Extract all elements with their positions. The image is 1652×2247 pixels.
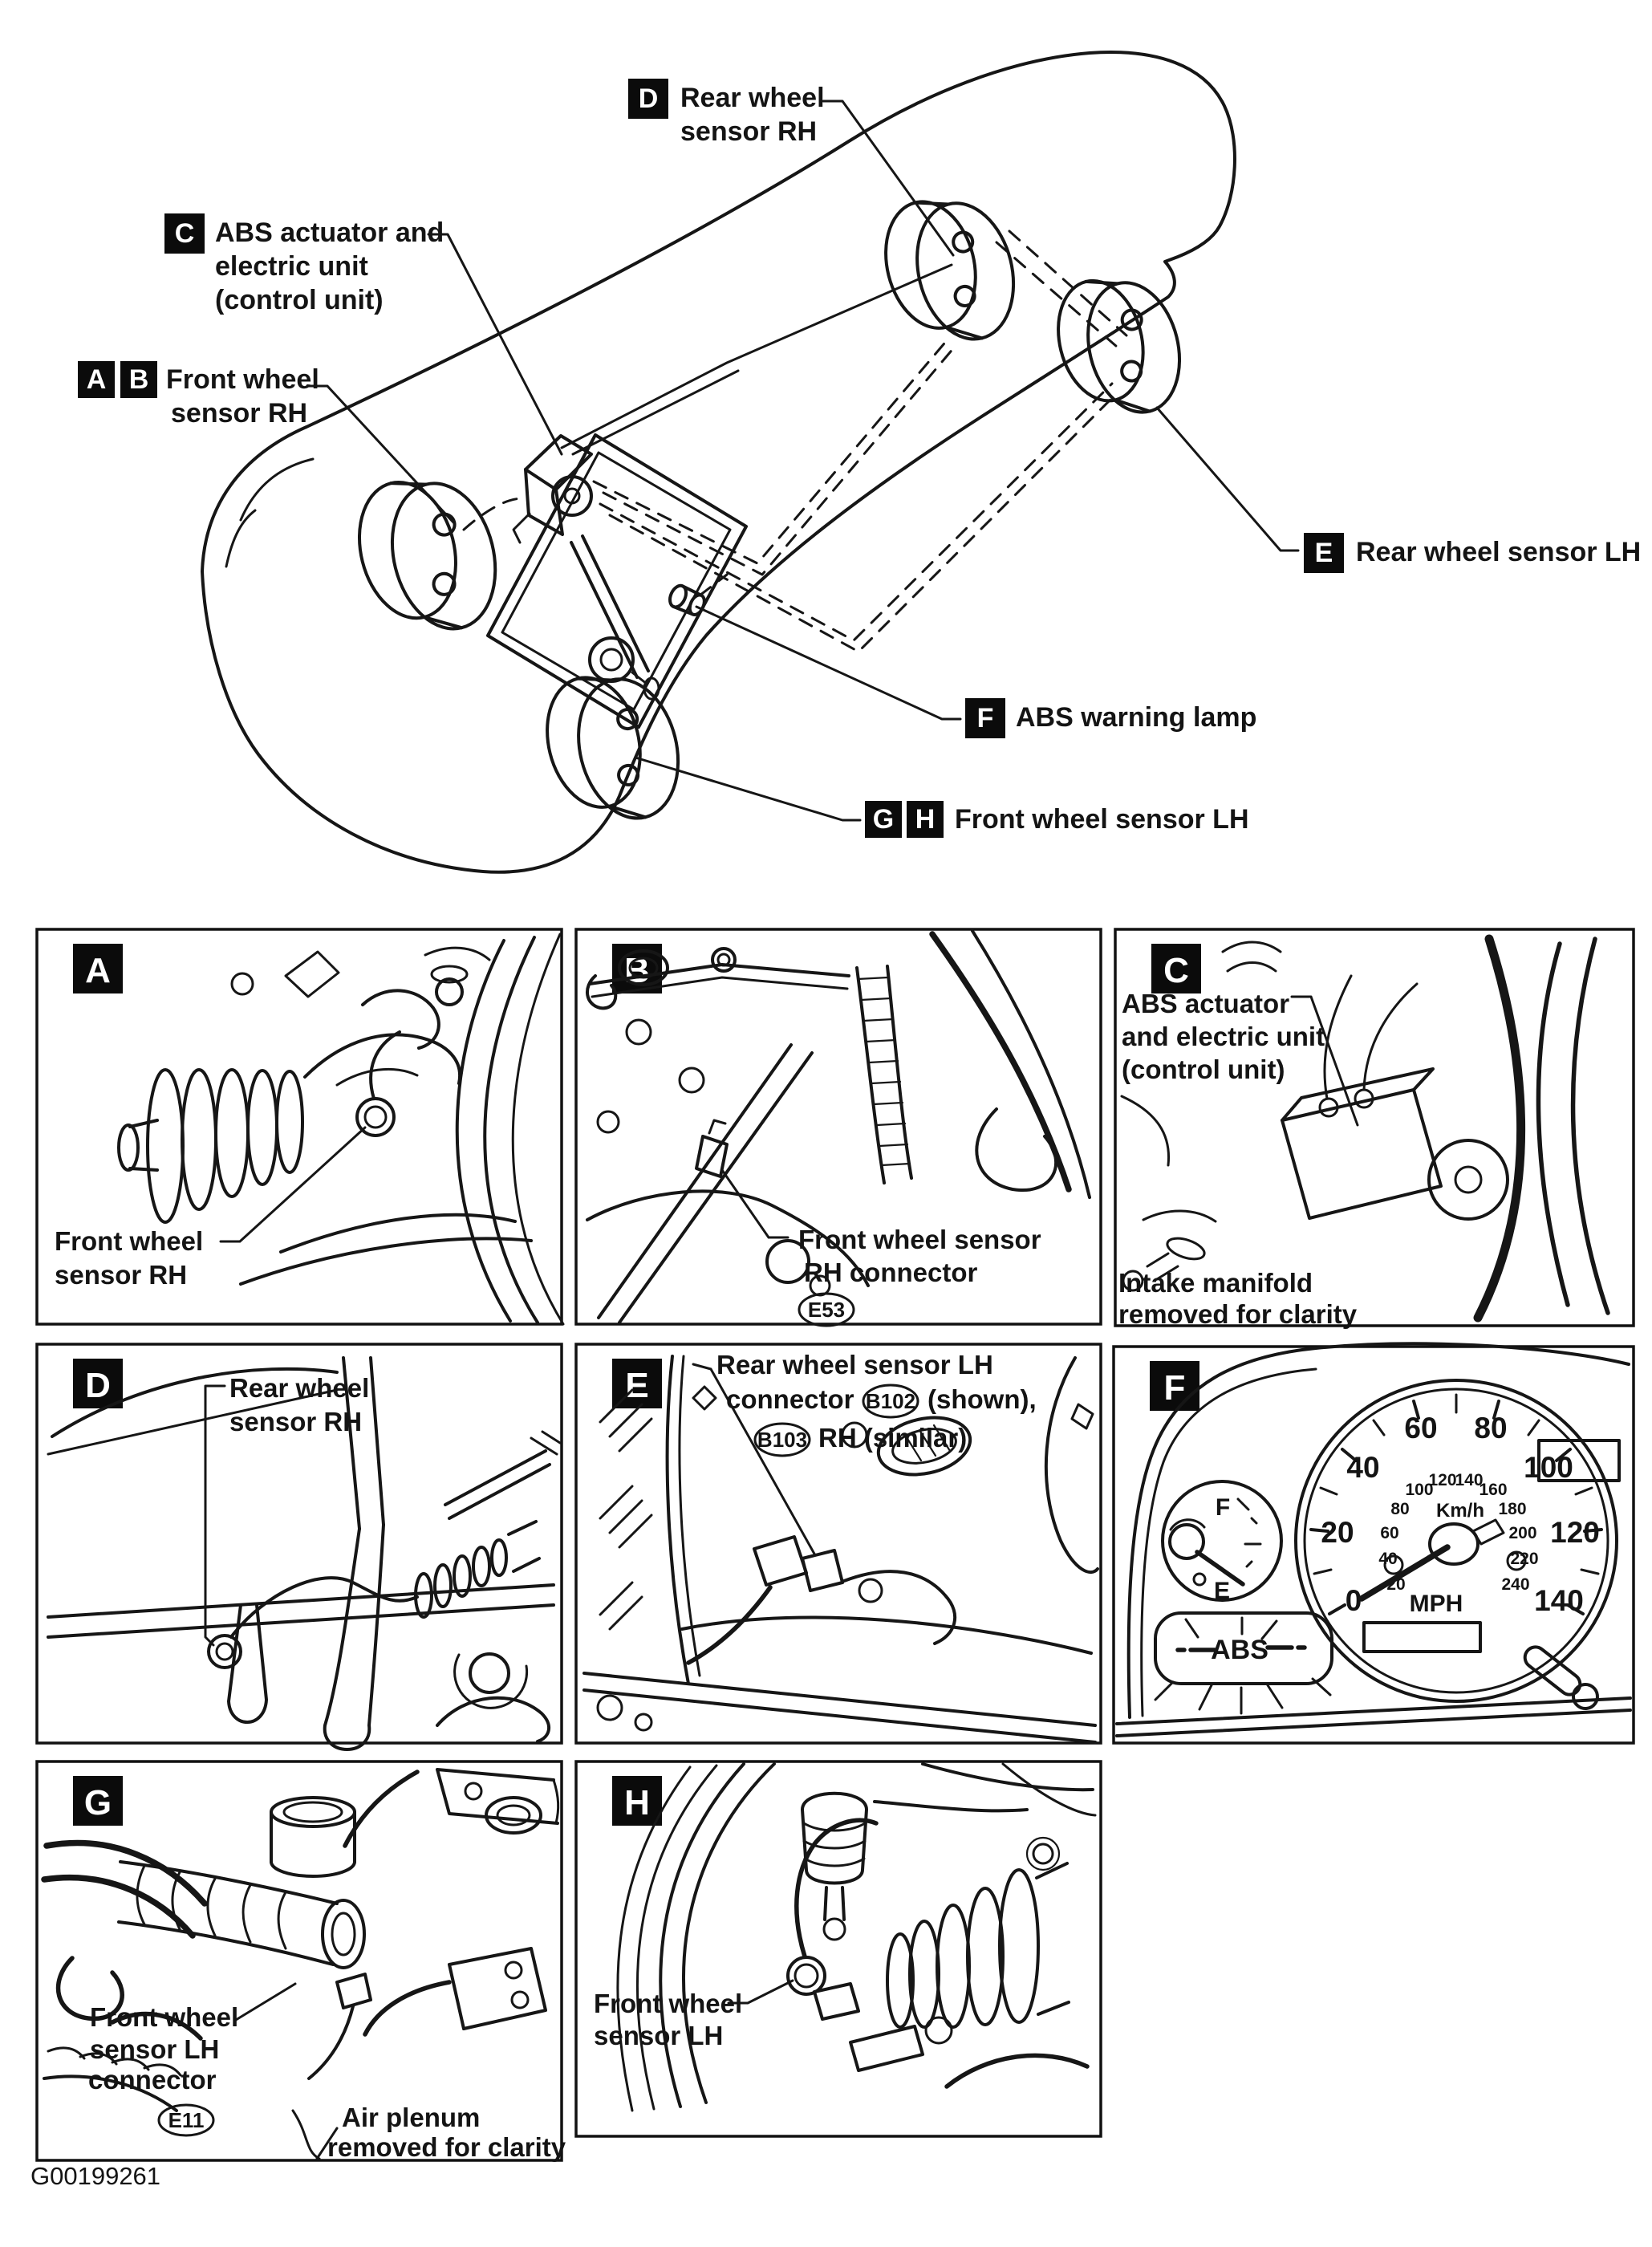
panel-g (37, 1761, 566, 2162)
front-rh-wheel-sketch (346, 463, 510, 647)
label-text: ABS warning lamp (1016, 702, 1257, 733)
callout-a-letter: A (86, 364, 107, 395)
rear-lh-wheel-sketch (1046, 263, 1192, 429)
callout-e-letter: E (1314, 538, 1333, 568)
panel-b (576, 929, 1101, 1326)
panel-g-label: sensor LH (90, 2034, 220, 2064)
label-text: electric unit (215, 251, 368, 282)
panel-c (1115, 929, 1634, 1329)
kmh-label: 220 (1510, 1550, 1539, 1568)
callout-h-letter: H (915, 804, 936, 835)
mph-label: 140 (1534, 1584, 1584, 1617)
kmh-unit-label: Km/h (1436, 1500, 1484, 1522)
rear-rh-wheel-sketch (873, 184, 1027, 356)
panel-d-letter: D (85, 1366, 111, 1405)
label-front-wheel-sensor-lh (865, 801, 1249, 838)
kmh-label: 180 (1498, 1500, 1527, 1518)
kmh-label: 100 (1405, 1481, 1434, 1499)
panel-c-note: removed for clarity (1118, 1299, 1358, 1329)
panel-c-note: Intake manifold (1118, 1268, 1313, 1298)
label-text: ABS actuator and (215, 217, 444, 248)
abs-warning-lamp-sketch (667, 583, 708, 618)
panel-e-connector-code-shown: B102 (865, 1389, 916, 1413)
label-rear-wheel-sensor-rh (628, 79, 825, 147)
callout-g-letter: G (872, 804, 895, 835)
mph-label: 0 (1345, 1584, 1362, 1617)
panel-e-letter: E (625, 1366, 649, 1405)
panel-b-label: RH connector (804, 1258, 978, 1287)
abs-actuator-unit-sketch (1282, 1090, 1441, 1218)
kmh-label: 60 (1380, 1524, 1399, 1542)
label-rear-wheel-sensor-lh (1304, 533, 1641, 573)
panel-b-letter: B (624, 951, 650, 990)
mph-label: 120 (1550, 1516, 1600, 1549)
sensor-harness-dashed-lines (464, 231, 1126, 652)
panel-g-connector-code: E11 (168, 2108, 205, 2132)
panel-a (37, 929, 563, 1324)
panel-e (576, 1344, 1101, 1743)
callout-f-letter: F (976, 703, 994, 733)
panel-c-letter: C (1163, 951, 1189, 990)
mph-label: 100 (1524, 1451, 1573, 1484)
front-lh-wheel-sketch (534, 659, 692, 835)
kmh-label: 240 (1501, 1575, 1530, 1594)
panel-e-label: Rear wheel sensor LH (716, 1350, 993, 1379)
panel-f (1114, 1343, 1634, 1743)
label-text: Rear wheel (680, 83, 825, 113)
label-text: sensor RH (680, 116, 818, 147)
panel-g-label: connector (88, 2065, 217, 2095)
fuel-full-label: F (1215, 1494, 1231, 1521)
panel-b-label: Front wheel sensor (798, 1225, 1041, 1254)
panel-d (37, 1344, 562, 1749)
panel-d-label: sensor RH (229, 1407, 363, 1436)
label-text: Rear wheel sensor LH (1356, 537, 1642, 567)
odometer-window (1364, 1623, 1480, 1652)
mph-label: 20 (1321, 1516, 1354, 1549)
abs-warning-lamp (1155, 1613, 1332, 1713)
label-text: Front wheel sensor LH (955, 804, 1249, 835)
panel-h-letter: H (624, 1783, 650, 1822)
mph-label: 80 (1474, 1412, 1508, 1444)
mph-label: 40 (1346, 1451, 1380, 1484)
fuel-empty-label: E (1213, 1578, 1231, 1604)
panel-c-label: ABS actuator (1122, 989, 1290, 1018)
mph-label: 60 (1404, 1412, 1438, 1444)
panel-g-sketch (44, 1770, 558, 2159)
panel-e-connector-code-similar: B103 (757, 1428, 808, 1452)
speedometer (1296, 1380, 1617, 1701)
panel-f-letter: F (1163, 1368, 1186, 1408)
label-text: sensor RH (171, 398, 308, 429)
callout-b-letter: B (128, 364, 149, 395)
panel-a-letter: A (85, 951, 111, 990)
panel-h-label: Front wheel (594, 1989, 743, 2018)
panel-c-label: (control unit) (1122, 1054, 1285, 1084)
label-abs-warning-lamp (965, 698, 1256, 738)
kmh-label: 80 (1390, 1500, 1410, 1518)
panel-e-sketch (584, 1356, 1098, 1742)
kmh-label: 160 (1479, 1481, 1508, 1499)
panel-g-letter: G (83, 1783, 112, 1822)
callout-d-letter: D (638, 83, 659, 114)
label-text: Front wheel (166, 364, 319, 395)
panel-b-connector-code: E53 (807, 1298, 846, 1322)
panel-g-note: removed for clarity (327, 2132, 566, 2162)
kmh-label: 200 (1508, 1524, 1537, 1542)
fuel-gauge (1163, 1481, 1281, 1604)
panel-c-label: and electric unit (1122, 1022, 1325, 1051)
panel-d-label: Rear wheel (229, 1373, 370, 1403)
abs-lamp-label: ABS (1211, 1635, 1268, 1665)
vehicle-overview-sketch (202, 52, 1298, 872)
kmh-label: 40 (1378, 1550, 1398, 1568)
front-wheel-sensor-lh-connector-sketch (337, 1974, 371, 2008)
panel-e-label: RH (similar) (818, 1423, 968, 1453)
panel-h-sketch (618, 1764, 1095, 2111)
panel-g-note: Air plenum (342, 2103, 481, 2132)
callout-c-letter: C (174, 218, 195, 249)
label-abs-actuator (164, 213, 444, 315)
label-text: (control unit) (215, 285, 384, 315)
mph-unit-label: MPH (1409, 1591, 1463, 1617)
kmh-label: 140 (1455, 1471, 1484, 1489)
panel-a-label: sensor RH (55, 1260, 188, 1290)
rear-wheel-sensor-lh-connector-sketch (802, 1550, 842, 1591)
front-wheel-sensor-lh-sketch (788, 1957, 825, 1994)
panel-h-label: sensor LH (594, 2021, 724, 2050)
kmh-label: 120 (1428, 1471, 1457, 1489)
panel-e-label: (shown), (927, 1384, 1037, 1414)
label-front-wheel-sensor-rh (78, 361, 319, 429)
panel-g-label: Front wheel (90, 2002, 239, 2032)
kmh-label: 20 (1386, 1575, 1406, 1594)
panel-h (576, 1761, 1101, 2136)
figure-code: G00199261 (30, 2162, 161, 2190)
panel-a-label: Front wheel (55, 1226, 204, 1256)
panel-e-label: connector (726, 1384, 854, 1414)
